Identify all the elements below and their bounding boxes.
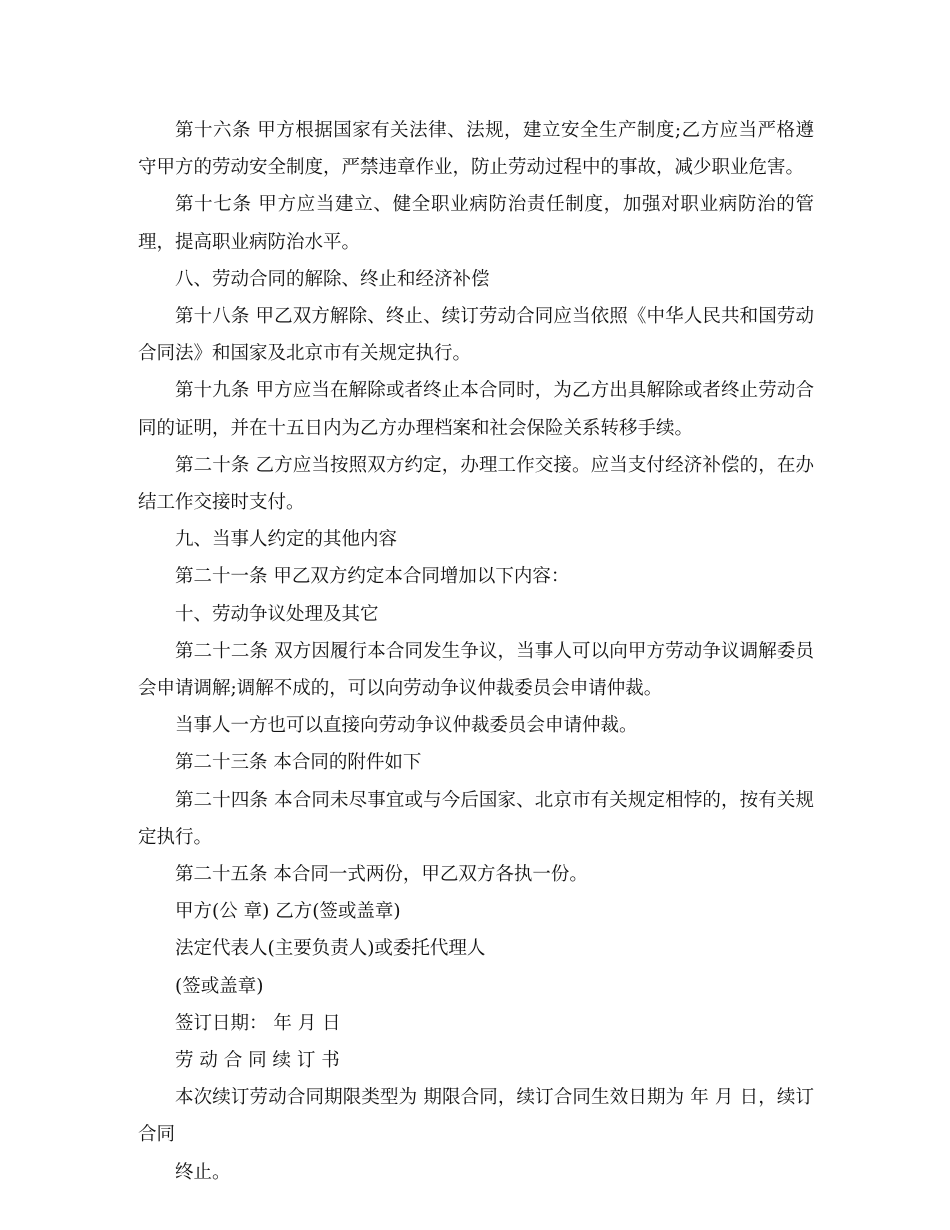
section-10-heading: 十、劳动争议处理及其它	[175, 603, 379, 625]
signing-date: 签订日期： 年 月 日	[175, 1012, 341, 1034]
article-20: 第二十条 乙方应当按照双方约定，办理工作交接。应当支付经济补偿的，在办结工作交接时支付。	[138, 454, 814, 514]
article-23: 第二十三条 本合同的附件如下	[175, 752, 422, 774]
article-17: 第十七条 甲方应当建立、健全职业病防治责任制度，加强对职业病防治的管理，提高职业病防治水平。	[138, 194, 814, 253]
signature-representative: 法定代表人(主要负责人)或委托代理人	[175, 938, 486, 960]
section-8-heading: 八、劳动合同的解除、终止和经济补偿	[175, 268, 490, 290]
article-22-supplement: 当事人一方也可以直接向劳动争议仲裁委员会申请仲裁。	[175, 715, 638, 737]
article-16: 第十六条 甲方根据国家有关法律、法规，建立安全生产制度;乙方应当严格遵守甲方的劳动安全制度，严禁违章作业，防止劳动过程中的事故，减少职业危害。	[138, 120, 814, 179]
article-19: 第十九条 甲方应当在解除或者终止本合同时，为乙方出具解除或者终止劳动合同的证明，并在十五日内为乙方办理档案和社会保险关系转移手续。	[138, 380, 814, 439]
renewal-title: 劳 动 合 同 续 订 书	[175, 1050, 340, 1072]
article-25: 第二十五条 本合同一式两份，甲乙双方各执一份。	[175, 864, 588, 886]
signature-parties: 甲方(公 章) 乙方(签或盖章)	[175, 901, 401, 923]
article-21: 第二十一条 甲乙双方约定本合同增加以下内容：	[175, 566, 570, 588]
article-22: 第二十二条 双方因履行本合同发生争议，当事人可以向甲方劳动争议调解委员会申请调解;调解不成的，可以向劳动争议仲裁委员会申请仲裁。	[138, 640, 814, 700]
article-24: 第二十四条 本合同未尽事宜或与今后国家、北京市有关规定相悖的，按有关规定执行。	[138, 789, 814, 848]
section-9-heading: 九、当事人约定的其他内容	[175, 529, 398, 551]
renewal-body: 本次续订劳动合同期限类型为 期限合同，续订合同生效日期为 年 月 日，续订合同	[138, 1087, 814, 1146]
document-page	[138, 112, 814, 1191]
article-18: 第十八条 甲乙双方解除、终止、续订劳动合同应当依照《中华人民共和国劳动合同法》和国家及北京市有关规定执行。	[138, 306, 814, 365]
signature-note: (签或盖章)	[175, 975, 264, 997]
renewal-end: 终止。	[175, 1161, 231, 1183]
